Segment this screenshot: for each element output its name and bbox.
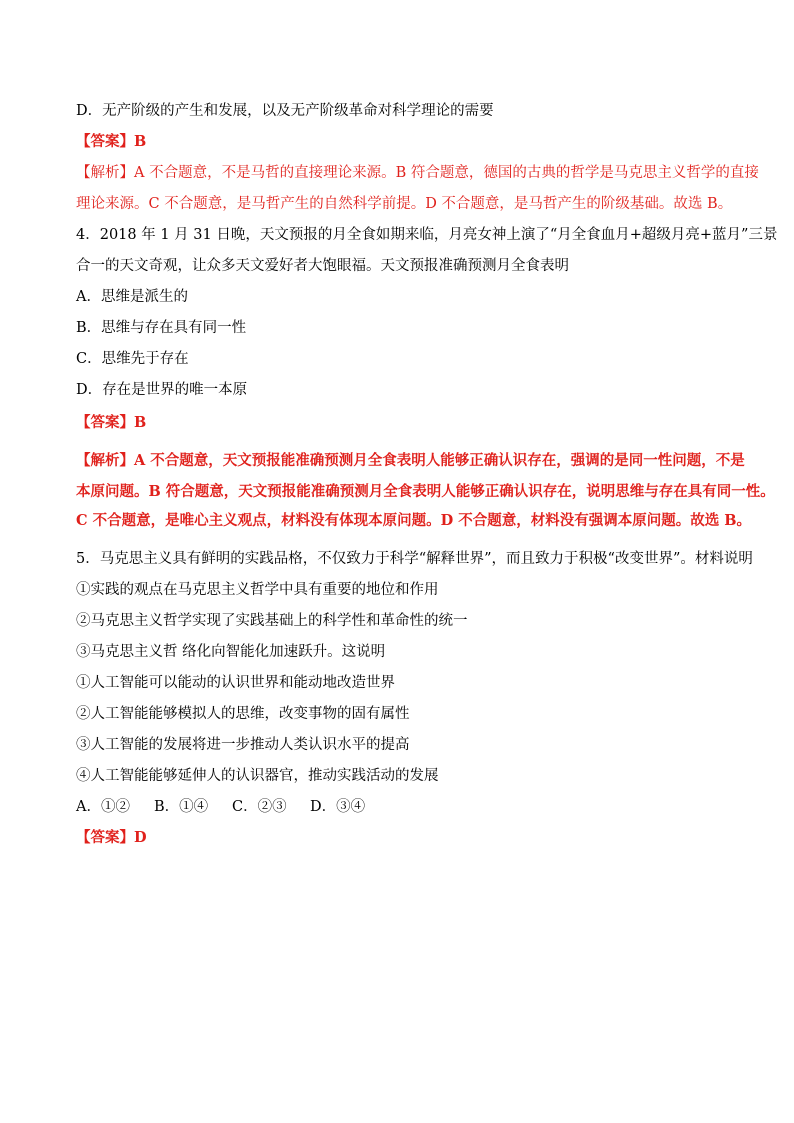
q4-analysis-line-3: C 不合题意，是唯心主义观点，材料没有体现本原问题。D 不合题意，材料没有强调本原问题。故选 B。	[76, 512, 752, 529]
q5-statement-7: ④人工智能能够延伸人的认识器官，推动实践活动的发展	[76, 768, 439, 784]
q5-statement-4: ①人工智能可以能动的认识世界和能动地改造世界	[76, 675, 395, 691]
q5-choices	[76, 797, 365, 817]
q4-answer: 【答案】B	[76, 414, 147, 431]
q4-option-c: C．思维先于存在	[76, 351, 189, 367]
q3-answer: 【答案】B	[76, 133, 147, 150]
q5-stem: 5．马克思主义具有鲜明的实践品格，不仅致力于科学“解释世界”，而且致力于积极“改变世界”。材料说明	[76, 551, 753, 567]
q4-option-b: B．思维与存在具有同一性	[76, 320, 247, 336]
q5-statement-1: ①实践的观点在马克思主义哲学中具有重要的地位和作用	[76, 582, 439, 598]
q5-statement-5: ②人工智能能够模拟人的思维，改变事物的固有属性	[76, 706, 410, 722]
q5-statement-3: ③马克思主义哲 络化向智能化加速跃升。这说明	[76, 644, 386, 660]
q5-answer: 【答案】D	[76, 829, 147, 846]
q5-choice-a: A．①②	[76, 799, 130, 815]
q4-stem-line-1: 4．2018 年 1 月 31 日晚，天文预报的月全食如期来临，月亮女神上演了“月全食血月+超级月亮+蓝月”三景	[76, 227, 778, 243]
q3-analysis-line-2: 理论来源。C 不合题意，是马哲产生的自然科学前提。D 不合题意，是马哲产生的阶级基础。故选 B。	[76, 196, 733, 212]
q4-analysis-line-1: 【解析】A 不合题意，天文预报能准确预测月全食表明人能够正确认识存在，强调的是同一性问题，不是	[76, 452, 745, 469]
q5-choice-b: B．①④	[154, 799, 209, 815]
q5-statement-6: ③人工智能的发展将进一步推动人类认识水平的提高	[76, 737, 410, 753]
q4-option-a: A．思维是派生的	[76, 289, 188, 305]
q4-stem-line-2: 合一的天文奇观，让众多天文爱好者大饱眼福。天文预报准确预测月全食表明	[76, 258, 569, 274]
q4-analysis-line-2: 本原问题。B 符合题意，天文预报能准确预测月全食表明人能够正确认识存在，说明思维与存在具有同一性。	[76, 483, 775, 500]
q5-statement-2: ②马克思主义哲学实现了实践基础上的科学性和革命性的统一	[76, 613, 468, 629]
q3-analysis-line-1: 【解析】A 不合题意，不是马哲的直接理论来源。B 符合题意，德国的古典的哲学是马克思主义哲学的直接	[76, 165, 759, 181]
q5-choice-d: D．③④	[310, 799, 366, 815]
q3-option-d: D．无产阶级的产生和发展，以及无产阶级革命对科学理论的需要	[76, 103, 494, 119]
q5-choice-c: C．②③	[232, 799, 287, 815]
q4-option-d: D．存在是世界的唯一本原	[76, 382, 248, 398]
